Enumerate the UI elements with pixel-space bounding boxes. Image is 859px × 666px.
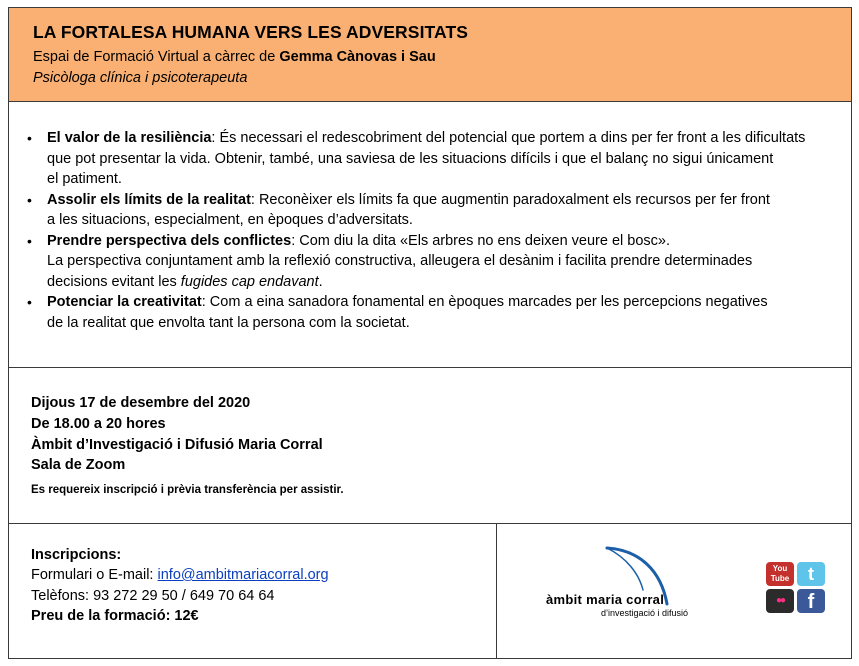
topic-text: . <box>318 273 323 290</box>
logo-name: àmbit maria corral <box>546 592 665 607</box>
list-item <box>27 231 847 293</box>
topic-text: : Com diu la dita «Els arbres no ens deixen veure el bosc». <box>291 232 671 249</box>
topic-heading: Prendre perspectiva dels conflictes <box>47 232 292 249</box>
topics-list <box>27 128 847 333</box>
bullet-icon: • <box>27 232 32 249</box>
phone-numbers: Telèfons: 93 272 29 50 / 649 70 64 64 <box>31 588 275 604</box>
topic-italic: fugides cap endavant <box>180 273 319 290</box>
topics-section <box>9 102 851 368</box>
bullet-icon: • <box>27 130 32 146</box>
list-item <box>27 128 847 190</box>
topic-heading: Assolir els límits de la realitat <box>47 191 251 208</box>
flickr-icon[interactable]: ●● <box>766 589 794 613</box>
presenter-role: Psicòloga clínica i psicoterapeuta <box>33 70 248 86</box>
list-item <box>27 190 847 231</box>
topic-text: La perspectiva conjuntament amb la reflexió constructiva, alleugera el desànim i facilita prendre determinades <box>47 253 753 269</box>
footer-section <box>9 524 851 658</box>
topic-text: que pot presentar la vida. Obtenir, també, una saviesa de les situacions difícils i que el balanç no sigui únicament <box>47 150 774 167</box>
subtitle <box>33 49 436 65</box>
flyer-frame <box>8 7 852 659</box>
presenter-name: Gemma Cànovas i Sau <box>279 49 436 65</box>
inscriptions-label: Inscripcions: <box>31 547 122 563</box>
topic-text: de la realitat que envolta tant la persona com la societat. <box>47 314 410 331</box>
topic-heading: Potenciar la creativitat <box>47 294 202 310</box>
subtitle-prefix: Espai de Formació Virtual a càrrec de <box>33 49 280 65</box>
list-item <box>27 292 847 333</box>
form-prefix: Formulari o E-mail: <box>31 567 158 583</box>
topic-heading: El valor de la resiliència <box>47 130 212 146</box>
topic-text: el patiment. <box>47 171 122 187</box>
page-title: LA FORTALESA HUMANA VERS LES ADVERSITATS <box>33 22 469 42</box>
topic-text: decisions evitant les <box>47 273 181 290</box>
event-date: Dijous 17 de desembre del 2020 <box>31 395 251 411</box>
youtube-icon[interactable]: You Tube <box>766 562 794 586</box>
topic-text: a les situacions, especialment, en èpoques d’adversitats. <box>47 212 413 228</box>
form-line <box>31 567 329 583</box>
header-banner <box>9 8 851 102</box>
topic-text: : Reconèixer els límits fa que augmentin paradoxalment els recursos per fer front <box>250 191 770 208</box>
price-label: Preu de la formació: 12€ <box>31 608 199 624</box>
logo-subtitle: d’investigació i difusió <box>601 608 689 618</box>
facebook-icon[interactable]: f <box>797 589 825 613</box>
event-details <box>9 368 851 524</box>
registration-note: Es requereix inscripció i prèvia transferència per assistir. <box>31 484 344 496</box>
bullet-icon: • <box>27 191 32 208</box>
topic-text: : És necessari el redescobriment del potencial que portem a dins per fer front a les dificultats <box>211 130 806 146</box>
bullet-icon: • <box>27 294 32 310</box>
twitter-icon[interactable]: t <box>797 562 825 586</box>
contact-panel <box>9 524 497 658</box>
email-link[interactable]: info@ambitmariacorral.org <box>157 567 329 583</box>
event-time: De 18.00 a 20 hores <box>31 416 166 432</box>
event-organizer: Àmbit d’Investigació i Difusió Maria Corral <box>31 437 323 453</box>
topic-text: : Com a eina sanadora fonamental en èpoques marcades per les percepcions negatives <box>201 294 768 310</box>
event-venue: Sala de Zoom <box>31 457 126 473</box>
